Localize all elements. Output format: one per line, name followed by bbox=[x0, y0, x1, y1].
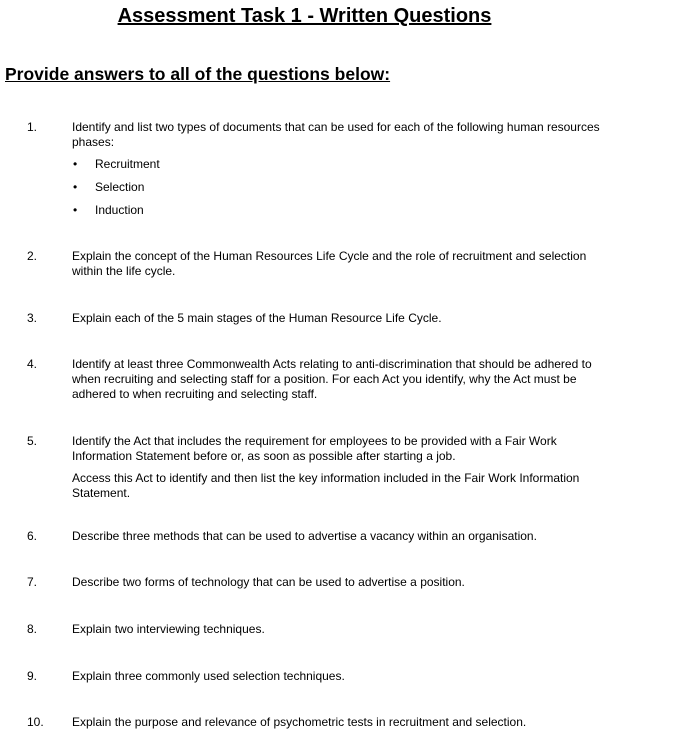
question-number: 4. bbox=[27, 357, 38, 371]
question-text: Explain each of the 5 main stages of the Human Resource Life Cycle. bbox=[72, 311, 442, 325]
question-number: 1. bbox=[27, 120, 38, 134]
question-number: 3. bbox=[27, 311, 38, 325]
question-text: Explain the purpose and relevance of psychometric tests in recruitment and selection. bbox=[72, 715, 527, 729]
question-text: Identify and list two types of documents that can be used for each of the following human resources phases: bbox=[72, 120, 600, 149]
bullet-icon: • bbox=[73, 157, 78, 171]
list-item-label: Recruitment bbox=[95, 157, 160, 171]
question-number: 8. bbox=[27, 622, 38, 636]
phase-list bbox=[72, 157, 617, 226]
question-text: Identify the Act that includes the requirement for employees to be provided with a Fair Work Information Statement before or, as soon as possible after starting a job. bbox=[72, 434, 557, 463]
question-number: 2. bbox=[27, 249, 38, 263]
question-text: Describe three methods that can be used to advertise a vacancy within an organisation. bbox=[72, 529, 537, 543]
question-followup-text: Access this Act to identify and then list the key information included in the Fair Work Information Statement. bbox=[72, 471, 580, 500]
instructions-heading: Provide answers to all of the questions below: bbox=[5, 64, 391, 84]
question-number: 7. bbox=[27, 575, 38, 589]
page-title: Assessment Task 1 - Written Questions bbox=[117, 5, 492, 27]
question-text: Explain the concept of the Human Resources Life Cycle and the role of recruitment and selection within the life cycle. bbox=[72, 249, 587, 278]
list-item bbox=[72, 157, 617, 180]
question-number: 9. bbox=[27, 669, 38, 683]
question-text: Explain three commonly used selection techniques. bbox=[72, 669, 345, 683]
question-text: Describe two forms of technology that can be used to advertise a position. bbox=[72, 575, 465, 589]
bullet-icon: • bbox=[73, 203, 78, 217]
question-text: Explain two interviewing techniques. bbox=[72, 622, 265, 636]
list-item bbox=[72, 180, 617, 203]
list-item-label: Selection bbox=[95, 180, 145, 194]
question-number: 5. bbox=[27, 434, 38, 448]
question-number: 6. bbox=[27, 529, 38, 543]
bullet-icon: • bbox=[73, 180, 78, 194]
list-item bbox=[72, 203, 617, 226]
list-item-label: Induction bbox=[95, 203, 144, 217]
question-text: Identify at least three Commonwealth Acts relating to anti-discrimination that should be adhered to when recruiting and selecting staff for a position. For each Act you identify, why the Act must be adhered to when recruiting and selecting staff. bbox=[72, 357, 592, 401]
question-number: 10. bbox=[27, 715, 44, 729]
